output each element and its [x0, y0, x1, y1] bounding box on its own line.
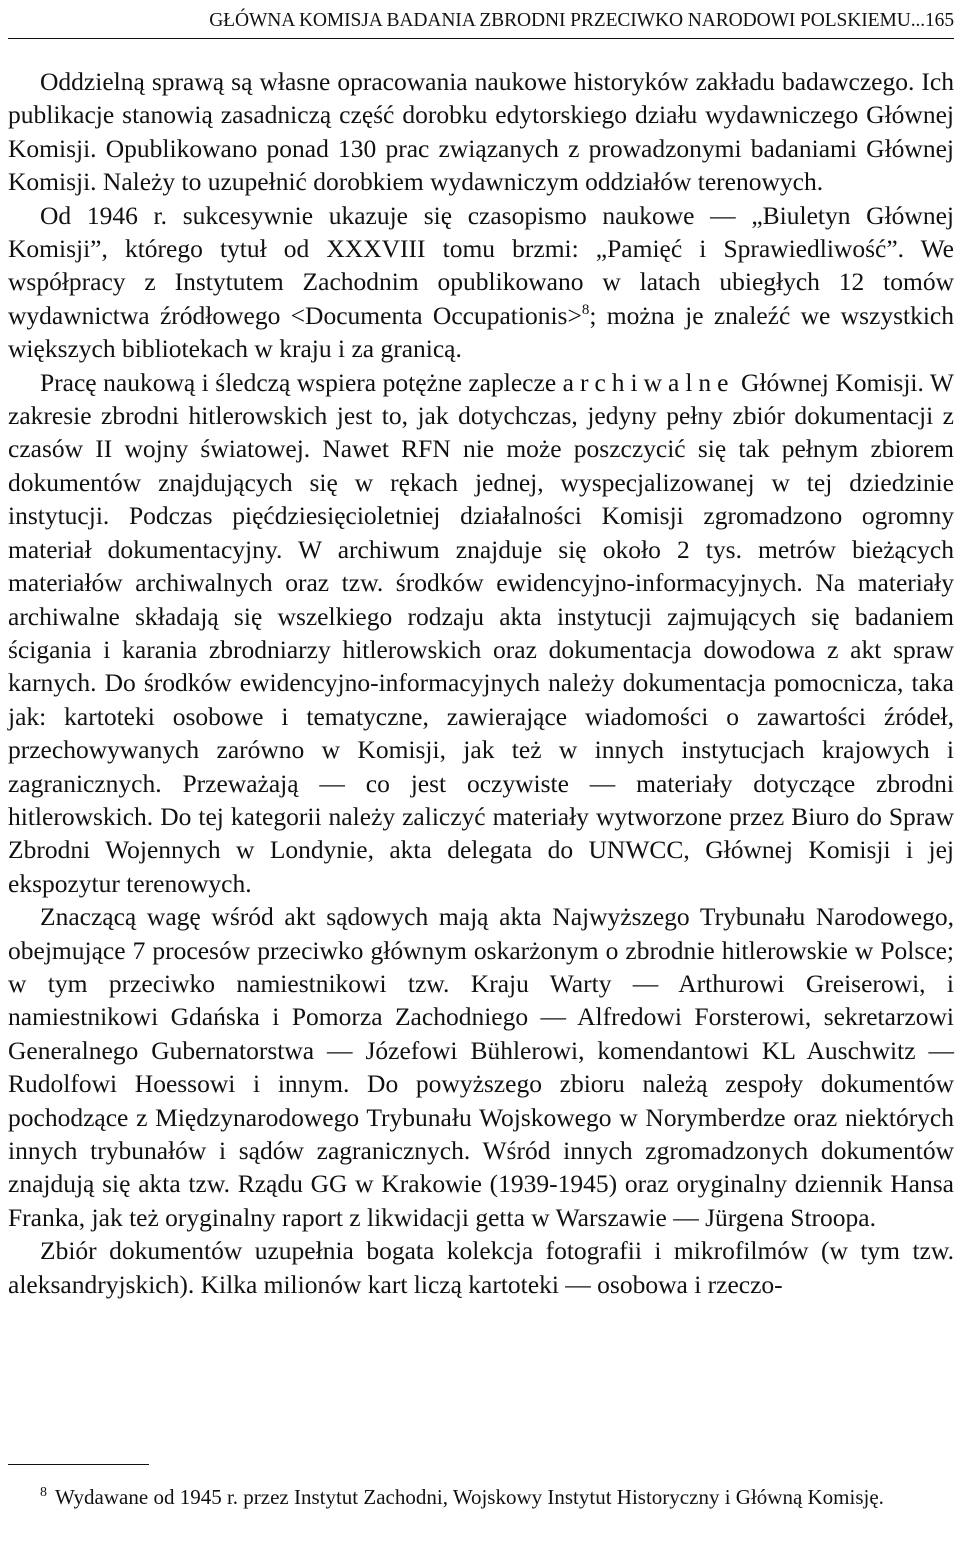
paragraph-1-text: Oddzielną sprawą są własne opracowania naukowe historyków zakładu badawczego. Ich publikacje stanowią zasadniczą część dorobku edytorskiego działu wydawniczego Głównej Komisji. Opublikowano ponad 130 prac związanych z prowadzonymi badaniami Głównej Komisji. Należy to uzupełnić dorobkiem wydawniczym oddziałów terenowych.: [8, 67, 954, 197]
footnote-text-block: [8, 1482, 954, 1512]
running-header-title: GŁÓWNA KOMISJA BADANIA ZBRODNI PRZECIWKO NARODOWI POLSKIEMU...165: [209, 10, 954, 31]
document-page: [8, 0, 954, 1509]
footnote-number: 8: [40, 1485, 47, 1500]
footnote-text: Wydawane od 1945 r. przez Instytut Zachodni, Wojskowy Instytut Historyczny i Główną Komisję.: [55, 1485, 884, 1509]
paragraph-3-spaced-word: archiwalne: [562, 367, 735, 397]
footnote: [8, 1482, 954, 1512]
paragraph-3: [8, 366, 954, 901]
paragraph-4-text: Znaczącą wagę wśród akt sądowych mają akta Najwyższego Trybunału Narodowego, obejmujące 7 procesów przeciwko głównym oskarżonym o zbrodnie hitlerowskie w Polsce; w tym przeciwko namiestnikowi tzw. Kraju Warty — Arthurowi Greiserowi, i namiestnikowi Gdańska i Pomorza Zachodniego — Alfredowi Forsterowi, sekretarzowi Generalnego Gubernatorstwa — Józefowi Bühlerowi, komendantowi KL Auschwitz — Rudolfowi Hoessowi i innym. Do powyższego zbioru należą zespoły dokumentów pochodzące z Międzynarodowego Trybunału Wojskowego w Norymberdze oraz niektórych innych trybunałów i sądów zagranicznych. Wśród innych zgromadzonych dokumentów znajdują się akta tzw. Rządu GG w Krakowie (1939-1945) oraz oryginalny dziennik Hansa Franka, jak też oryginalny raport z likwidacji getta w Warszawie — Jürgena Stroopa.: [8, 902, 954, 1232]
paragraph-5: [8, 1234, 954, 1301]
paragraph-3-text-b: Głównej Komisji. W zakresie zbrodni hitlerowskich jest to, jak dotychczas, jedyny pełny zbiór dokumentacji z czasów II wojny światowej. Nawet RFN nie może poszczycić się tak pełnym zbiorem dokumentów znajdujących się w rękach jednej, wyspecjalizowanej w tej dziedzinie instytucji. Podczas pięćdziesięcioletniej działalności Komisji zgromadzono ogromny materiał dokumentacyjny. W archiwum znajduje się około 2 tys. metrów bieżących materiałów archiwalnych oraz tzw. środków ewidencyjno-informacyjnych. Na materiały archiwalne składają się wszelkiego rodzaju akta instytucji zajmujących się badaniem ścigania i karania zbrodniarzy hitlerowskich oraz dokumentacja dowodowa z akt spraw karnych. Do środków ewidencyjno-informacyjnych należy dokumentacja pomocnicza, taka jak: kartoteki osobowe i tematyczne, zawierające wiadomości o zawartości źródeł, przechowywanych zarówno w Komisji, jak też w innych instytucjach krajowych i zagranicznych. Przeważają — co jest oczywiste — materiały dotyczące zbrodni hitlerowskich. Do tej kategorii należy zaliczyć materiały wytworzone przez Biuro do Spraw Zbrodni Wojennych w Londynie, akta delegata do UNWCC, Głównej Komisji i jej ekspozytur terenowych.: [8, 367, 954, 898]
running-header: [8, 6, 954, 39]
paragraph-1: [8, 65, 954, 199]
paragraph-2-text-b: ; można je znaleźć we wszystkich większych bibliotekach w kraju i za granicą.: [8, 300, 954, 364]
paragraph-2: [8, 199, 954, 366]
paragraph-3-text-a: Pracę naukową i śledczą wspiera potężne zaplecze: [40, 367, 563, 397]
paragraph-5-text: Zbiór dokumentów uzupełnia bogata kolekcja fotografii i mikrofilmów (w tym tzw. aleksandryjskich). Kilka milionów kart liczą kartoteki — osobowa i rzeczo-: [8, 1236, 954, 1299]
paragraph-4: [8, 900, 954, 1234]
footnote-reference: 8: [581, 301, 590, 318]
main-text: [8, 65, 954, 1301]
footnote-separator: [8, 1464, 149, 1465]
paragraph-2-text-a: Od 1946 r. sukcesywnie ukazuje się czasopismo naukowe — „Biuletyn Głównej Komisji”, którego tytuł od XXXVIII tomu brzmi: „Pamięć i Sprawiedliwość”. We współpracy z Instytutem Zachodnim opublikowano w latach ubiegłych 12 tomów wydawnictwa źródłowego <Documenta Occupationis>: [8, 200, 954, 330]
